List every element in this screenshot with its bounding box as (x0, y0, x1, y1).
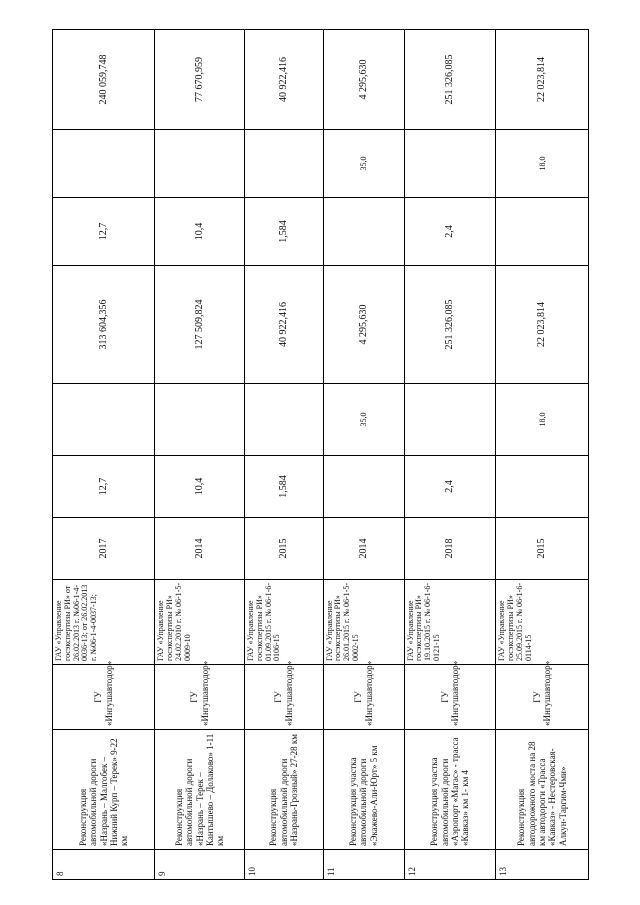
length-a (323, 456, 404, 518)
length-c: 1,584 (244, 198, 323, 266)
expertise: ГАУ «Управление госэкспертизы РИ» 25.09.2015 г. № 06-1-6-0114-15 (496, 580, 589, 665)
row-number: 11 (323, 850, 404, 880)
customer: ГУ «Ингушавтодор» (244, 665, 323, 730)
project-name: Реконструкция автодорожного моста на 28 км автодороги «Трасса «Кавказ» - Нестеровская-Алкун-Таргим-Чми» (496, 730, 589, 850)
length-d: 18,0 (496, 130, 589, 198)
length-d (404, 130, 496, 198)
length-c: 12,7 (53, 198, 155, 266)
project-name: Реконструкция автомобильной дороги «Назрань – Малгобек – Нижний Курп – Терек» 9-22 км (53, 730, 155, 850)
cost-b: 240 059,748 (53, 30, 155, 130)
length-d (244, 130, 323, 198)
length-d: 35,0 (323, 130, 404, 198)
expertise: ГАУ «Управление госэкспертизы РИ» 19.10.2015 г. № 06-1-6-0121-15 (404, 580, 496, 665)
table-row (53, 30, 155, 880)
customer: ГУ «Ингушавтодор» (53, 665, 155, 730)
length-b (53, 384, 155, 456)
table-row (155, 30, 245, 880)
expertise: ГАУ «Управление госэкспертизы РИ» 01.09.2015 г. № 06-1-6-0106-15 (244, 580, 323, 665)
length-c (323, 198, 404, 266)
row-number: 8 (53, 850, 155, 880)
table-row (496, 30, 589, 880)
project-name: Реконструкция участка автомобильной дороги «Экажево-Али-Юрт» 5 км (323, 730, 404, 850)
project-name: Реконструкция автомобильной дороги «Назрань – Терек – Кантышево – Долаково» 1-11 км (155, 730, 245, 850)
length-d (155, 130, 245, 198)
length-a: 12,7 (53, 456, 155, 518)
table-row (323, 30, 404, 880)
expertise: ГАУ «Управление госэкспертизы РИ» 26.01.2015 г. № 06-1-5-0002-15 (323, 580, 404, 665)
length-a: 10,4 (155, 456, 245, 518)
project-name: Реконструкция автомобильной дороги «Назрань-Грозный» 27-28 км (244, 730, 323, 850)
cost-a: 251 326,085 (404, 266, 496, 384)
length-b: 35,0 (323, 384, 404, 456)
length-b: 18,0 (496, 384, 589, 456)
cost-a: 4 295,630 (323, 266, 404, 384)
customer: ГУ «Ингушавтодор» (323, 665, 404, 730)
rotated-table-container (52, 30, 589, 880)
year: 2017 (53, 518, 155, 580)
year: 2015 (496, 518, 589, 580)
length-c (496, 198, 589, 266)
row-number: 9 (155, 850, 245, 880)
cost-a: 40 922,416 (244, 266, 323, 384)
row-number: 12 (404, 850, 496, 880)
customer: ГУ «Ингушавтодор» (404, 665, 496, 730)
length-c: 10,4 (155, 198, 245, 266)
length-c: 2,4 (404, 198, 496, 266)
year: 2014 (323, 518, 404, 580)
cost-b: 77 670,959 (155, 30, 245, 130)
length-b (244, 384, 323, 456)
expertise: ГАУ «Управление госэкспертизы РИ» от 26.02.2013 г. №06-1-4-0036-13; от 26.02.2013 г. №06-1-4-0037-13; (53, 580, 155, 665)
project-name: Реконструкция участка автомобильной дороги «Аэропорт «Магас» - трасса «Кавказ» км 1- км 4 (404, 730, 496, 850)
table-row (404, 30, 496, 880)
year: 2014 (155, 518, 245, 580)
cost-a: 313 604,356 (53, 266, 155, 384)
customer: ГУ «Ингушавтодор» (496, 665, 589, 730)
customer: ГУ «Ингушавтодор» (155, 665, 245, 730)
cost-b: 22 023,814 (496, 30, 589, 130)
length-b (404, 384, 496, 456)
length-a: 1,584 (244, 456, 323, 518)
cost-b: 4 295,630 (323, 30, 404, 130)
length-b (155, 384, 245, 456)
year: 2018 (404, 518, 496, 580)
row-number: 10 (244, 850, 323, 880)
length-d (53, 130, 155, 198)
cost-b: 251 326,085 (404, 30, 496, 130)
projects-table (52, 29, 589, 880)
cost-b: 40 922,416 (244, 30, 323, 130)
expertise: ГАУ «Управление госэкспертизы РИ» 24.02.2010 г. № 06-1-5-0009-10 (155, 580, 245, 665)
cost-a: 127 509,824 (155, 266, 245, 384)
row-number: 13 (496, 850, 589, 880)
year: 2015 (244, 518, 323, 580)
table-row (244, 30, 323, 880)
length-a: 2,4 (404, 456, 496, 518)
length-a (496, 456, 589, 518)
cost-a: 22 023,814 (496, 266, 589, 384)
